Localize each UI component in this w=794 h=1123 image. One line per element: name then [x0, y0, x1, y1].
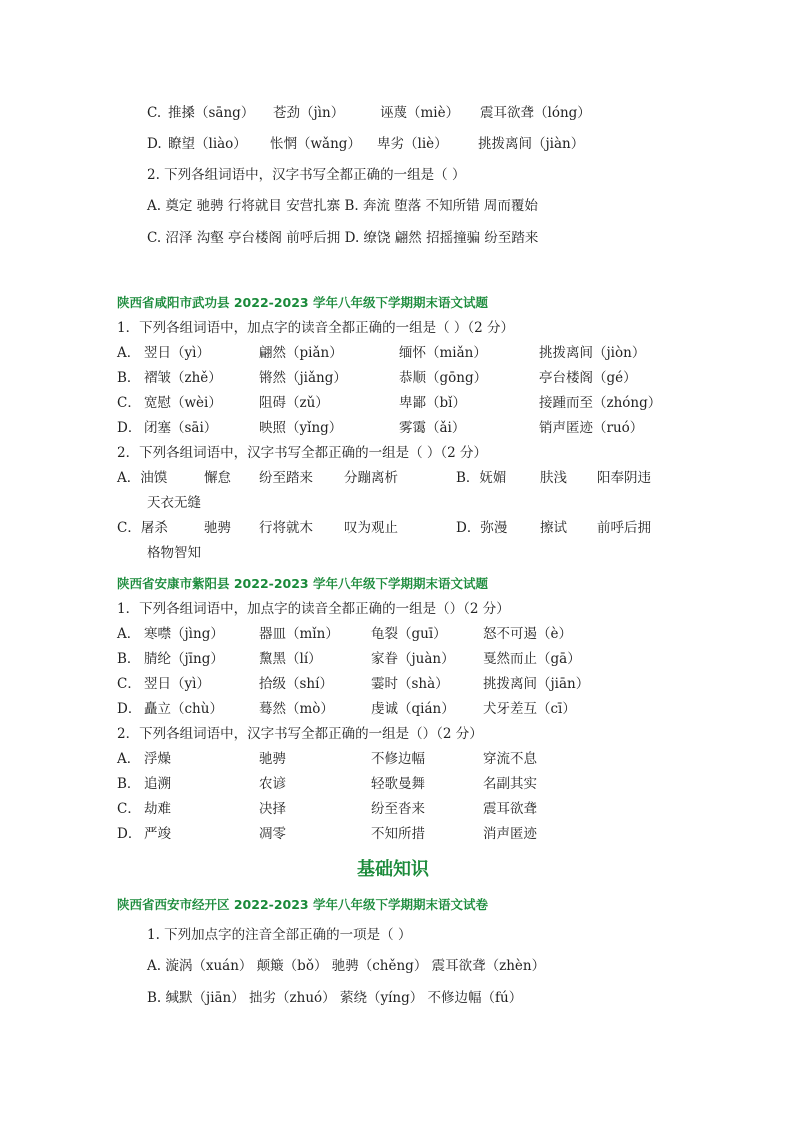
- word-item: 格物智知: [147, 545, 201, 561]
- word-item: 行将就木: [259, 520, 313, 536]
- word-item: 凋零: [259, 826, 286, 842]
- word-item: 宽慰（wèi）: [144, 395, 222, 411]
- word-item: 恭顺（gōng）: [399, 370, 488, 386]
- word-item: 懈怠: [204, 470, 231, 486]
- option-label: A．: [117, 626, 141, 642]
- word-item: 卑劣（liè）: [377, 136, 448, 152]
- word-item: 戛然而止（gā）: [483, 651, 581, 667]
- word-item: 决择: [259, 801, 286, 817]
- option-label: D．: [117, 420, 142, 436]
- question-2: 2．下列各组词语中，汉字书写全都正确的一组是（ ）（2 分）: [117, 445, 488, 461]
- word-item: D．弥漫: [456, 520, 508, 536]
- question-2: 2．下列各组词语中，汉字书写全都正确的一组是（）（2 分）: [117, 726, 483, 742]
- word-item: 销声匿迹（ruó）: [539, 420, 644, 436]
- word-item: 褶皱（zhě）: [144, 370, 222, 386]
- word-item: 蓦然（mò）: [259, 701, 334, 717]
- question-1: 1．下列各组词语中，加点字的读音全都正确的一组是（ ）（2 分）: [117, 320, 515, 336]
- word-item: 接踵而至（zhóng）: [539, 395, 662, 411]
- exam-heading: 陕西省咸阳市武功县 2022-2023 学年八年级下学期期末语文试题: [117, 295, 488, 310]
- word-item: 诬蔑（miè）: [380, 105, 460, 121]
- word-item: 家眷（juàn）: [371, 651, 455, 667]
- option-label: D．: [117, 701, 142, 717]
- option-label: C．: [117, 676, 141, 692]
- option-b-line: B. 缄默（jiān） 拙劣（zhuó） 萦绕（yíng） 不修边幅（fú）: [147, 990, 523, 1006]
- word-item: 寒噤（jìng）: [144, 626, 224, 642]
- word-item: 分蹦离析: [344, 470, 398, 486]
- word-item: 挑拨离间（jiàn）: [478, 136, 585, 152]
- word-item: 叹为观止: [344, 520, 398, 536]
- option-a-line: A. 漩涡（xuán） 颠簸（bǒ） 驰骋（chěng） 震耳欲聋（zhèn）: [147, 958, 546, 974]
- word-item: 推搡（sāng）: [168, 105, 255, 121]
- word-item: 纷至踏来: [259, 470, 313, 486]
- option-cd-line: C. 沼泽 沟壑 亭台楼阁 前呼后拥 D. 缭饶 翩然 招摇撞骗 纷至踏来: [147, 230, 539, 246]
- word-item: 震耳欲聋: [483, 801, 537, 817]
- word-item: 犬牙差互（cī）: [483, 701, 576, 717]
- question-1: 1．下列各组词语中，加点字的读音全都正确的一组是（）（2 分）: [117, 601, 510, 617]
- word-item: 名副其实: [483, 776, 537, 792]
- word-item: 擦试: [540, 520, 567, 536]
- word-item: 怒不可遏（è）: [483, 626, 572, 642]
- word-item: 追溯: [144, 776, 171, 792]
- word-item: 锵然（jiǎng）: [259, 370, 347, 386]
- word-item: 驰骋: [204, 520, 231, 536]
- word-item: 消声匿迹: [483, 826, 537, 842]
- word-item: 不知所措: [371, 826, 425, 842]
- word-item: 亭台楼阁（gé）: [539, 370, 637, 386]
- word-item: 阻碍（zǔ）: [259, 395, 329, 411]
- word-item: 矗立（chù）: [144, 701, 223, 717]
- word-item: 瞭望（liào）: [168, 136, 247, 152]
- word-item: 翌日（yì）: [144, 676, 210, 692]
- word-item: 闭塞（sāi）: [144, 420, 218, 436]
- word-item: 不修边幅: [371, 751, 425, 767]
- option-label: B．: [117, 651, 141, 667]
- word-item: 映照（yǐng）: [259, 420, 343, 436]
- word-item: 肤浅: [540, 470, 567, 486]
- word-item: 天衣无缝: [147, 495, 201, 511]
- option-d-label: D.: [147, 136, 162, 152]
- word-item: 纷至沓来: [371, 801, 425, 817]
- exam-heading: 陕西省安康市紫阳县 2022-2023 学年八年级下学期期末语文试题: [117, 576, 488, 591]
- exam-heading: 陕西省西安市经开区 2022-2023 学年八年级下学期期末语文试卷: [117, 897, 488, 912]
- option-ab-line: A. 奠定 驰骋 行将就目 安营扎寨 B. 奔流 堕落 不知所错 周而覆始: [147, 198, 538, 214]
- question-2: 2. 下列各组词语中，汉字书写全都正确的一组是（ ）: [147, 167, 466, 183]
- option-label: A．: [117, 345, 141, 361]
- word-item: 霎时（shà）: [371, 676, 449, 692]
- option-label: C．: [117, 801, 141, 817]
- word-item: 虔诚（qián）: [371, 701, 455, 717]
- word-item: 黧黑（lí）: [259, 651, 322, 667]
- option-label: A．: [117, 751, 141, 767]
- option-c-label: C.: [147, 105, 162, 121]
- word-item: 腈纶（jīng）: [144, 651, 224, 667]
- word-item: A．油馍: [117, 470, 168, 486]
- word-item: 驰骋: [259, 751, 286, 767]
- word-item: 挑拨离间（jiān）: [483, 676, 590, 692]
- question-1: 1. 下列加点字的注音全部正确的一项是（ ）: [147, 927, 412, 943]
- word-item: B．妩媚: [456, 470, 507, 486]
- option-label: B．: [117, 776, 141, 792]
- word-item: C．屠杀: [117, 520, 168, 536]
- word-item: 轻歌曼舞: [371, 776, 425, 792]
- word-item: 缅怀（miǎn）: [399, 345, 487, 361]
- word-item: 劫难: [144, 801, 171, 817]
- word-item: 严竣: [144, 826, 171, 842]
- word-item: 苍劲（jìn）: [273, 105, 345, 121]
- word-item: 浮燥: [144, 751, 171, 767]
- word-item: 怅惘（wǎng）: [270, 136, 361, 152]
- word-item: 雾霭（ǎi）: [399, 420, 466, 436]
- word-item: 翌日（yì）: [144, 345, 210, 361]
- word-item: 龟裂（guī）: [371, 626, 447, 642]
- word-item: 穿流不息: [483, 751, 537, 767]
- word-item: 挑拨离间（jiòn）: [539, 345, 646, 361]
- word-item: 器皿（mǐn）: [259, 626, 339, 642]
- word-item: 卑鄙（bǐ）: [399, 395, 466, 411]
- section-title: 基础知识: [357, 859, 429, 880]
- word-item: 拾级（shí）: [259, 676, 333, 692]
- option-label: C．: [117, 395, 141, 411]
- option-label: B．: [117, 370, 141, 386]
- word-item: 前呼后拥: [597, 520, 651, 536]
- word-item: 翩然（piǎn）: [259, 345, 343, 361]
- word-item: 农谚: [259, 776, 286, 792]
- option-label: D．: [117, 826, 142, 842]
- word-item: 阳奉阴违: [597, 470, 651, 486]
- word-item: 震耳欲聋（lóng）: [480, 105, 591, 121]
